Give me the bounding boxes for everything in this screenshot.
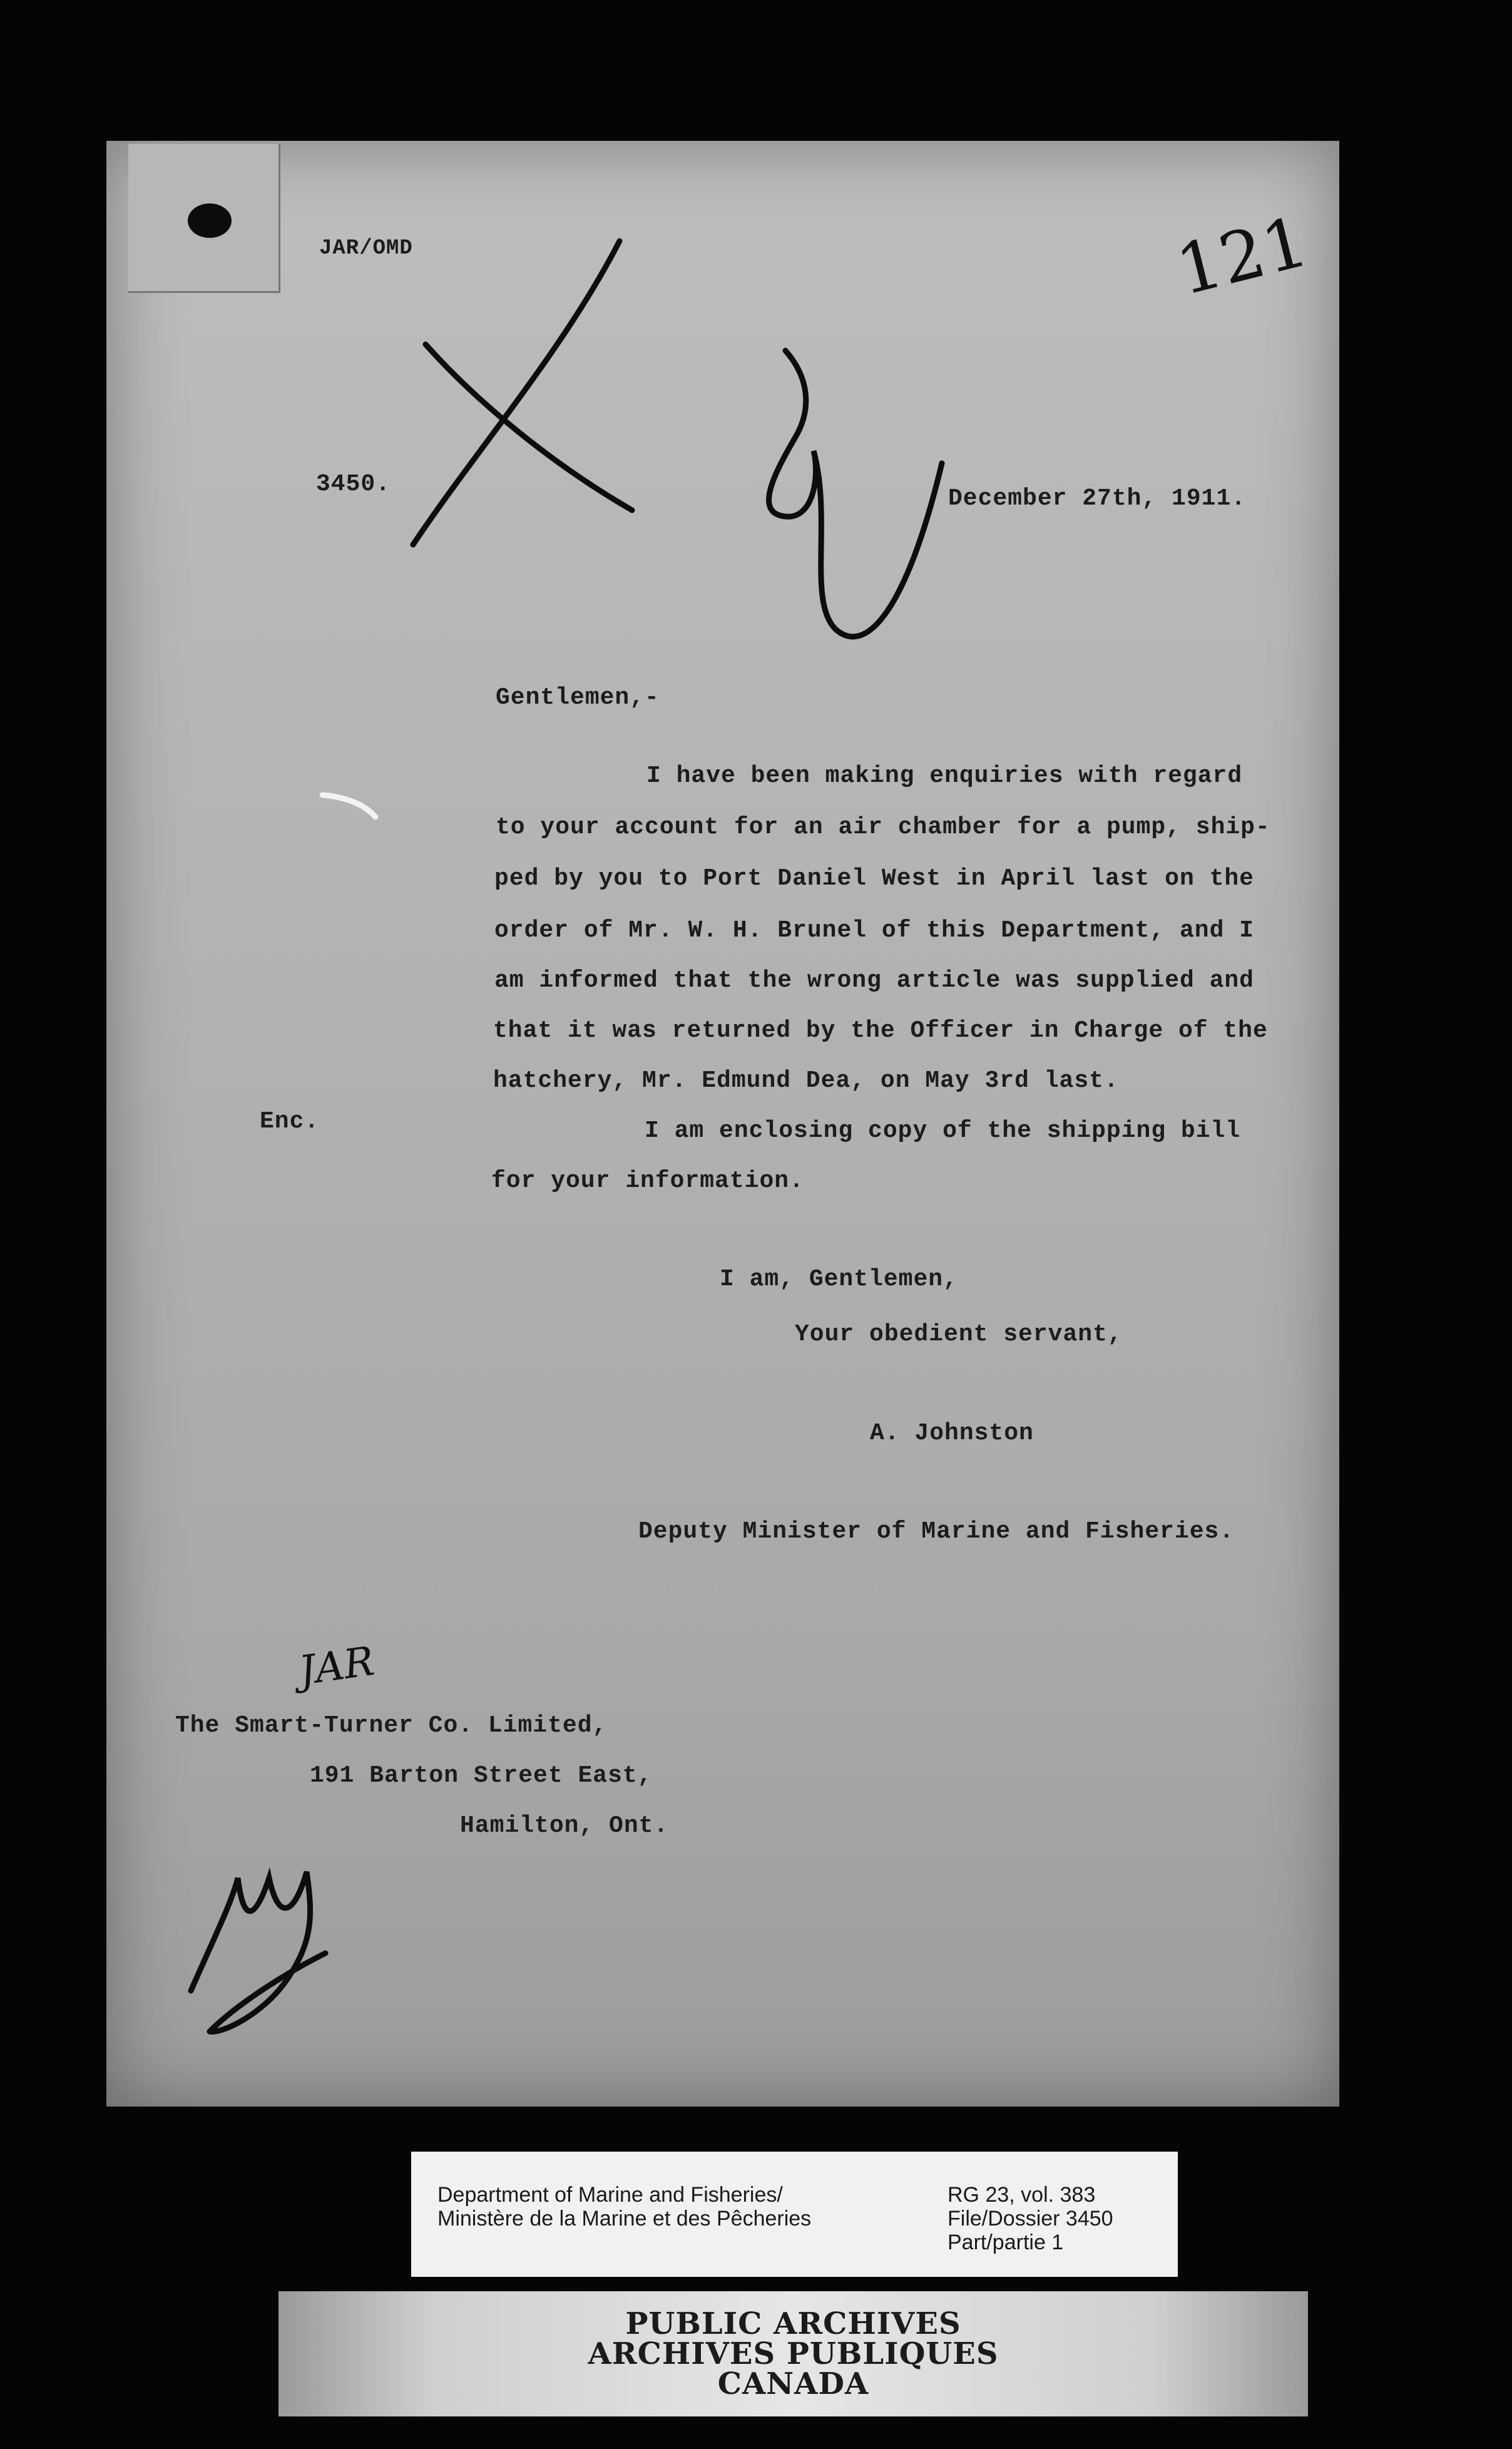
squiggle-mark <box>769 351 942 637</box>
stamp-line3: CANADA <box>717 2366 869 2401</box>
paragraph1-line: to your account for an air chamber for a pump, ship- <box>496 814 1270 841</box>
paragraph1-line: hatchery, Mr. Edmund Dea, on May 3rd last. <box>493 1067 1119 1094</box>
enclosure-mark: Enc. <box>260 1108 320 1135</box>
paragraph1-line: I have been making enquiries with regard <box>646 762 1243 789</box>
signature-name: A. Johnston <box>870 1420 1034 1447</box>
salutation: Gentlemen,- <box>496 684 660 711</box>
signature-scribble <box>191 1872 310 2032</box>
address-line1: The Smart-Turner Co. Limited, <box>175 1712 608 1739</box>
stamp-line1: PUBLIC ARCHIVES <box>625 2306 961 2341</box>
folio-number: 121 <box>1168 201 1316 311</box>
label-file: File/Dossier 3450 <box>948 2207 1113 2231</box>
paragraph1-line: am informed that the wrong article was supplied and <box>494 967 1254 994</box>
archives-stamp <box>278 2291 1308 2416</box>
address-line3: Hamilton, Ont. <box>460 1812 669 1839</box>
file-initials: JAR/OMD <box>319 237 413 260</box>
letter-date: December 27th, 1911. <box>948 485 1247 512</box>
label-record-group: RG 23, vol. 383 <box>948 2183 1096 2207</box>
handwritten-initials: JAR <box>296 1638 377 1695</box>
label-department-fr: Ministère de la Marine et des Pêcheries <box>437 2207 812 2231</box>
paragraph2-line: I am enclosing copy of the shipping bill <box>645 1117 1241 1144</box>
closing-valediction: Your obedient servant, <box>795 1321 1123 1348</box>
closing-greeting: I am, Gentlemen, <box>720 1266 958 1293</box>
stamp-line2: ARCHIVES PUBLIQUES <box>588 2336 999 2371</box>
label-department-en: Department of Marine and Fisheries/ <box>437 2183 783 2207</box>
signature-underline <box>210 1953 325 2031</box>
label-part: Part/partie 1 <box>948 2231 1064 2254</box>
paragraph1-line: ped by you to Port Daniel West in April last on the <box>494 865 1254 892</box>
small-mark <box>322 795 375 817</box>
paragraph2-line: for your information. <box>491 1168 804 1194</box>
archive-label <box>411 2152 1178 2277</box>
paragraph1-line: order of Mr. W. H. Brunel of this Department, and I <box>494 917 1254 944</box>
signer-title: Deputy Minister of Marine and Fisheries. <box>638 1518 1235 1545</box>
address-line2: 191 Barton Street East, <box>310 1762 653 1789</box>
cross-stroke <box>413 241 620 545</box>
paragraph1-line: that it was returned by the Officer in Charge of the <box>493 1017 1268 1044</box>
file-number: 3450. <box>316 471 391 498</box>
